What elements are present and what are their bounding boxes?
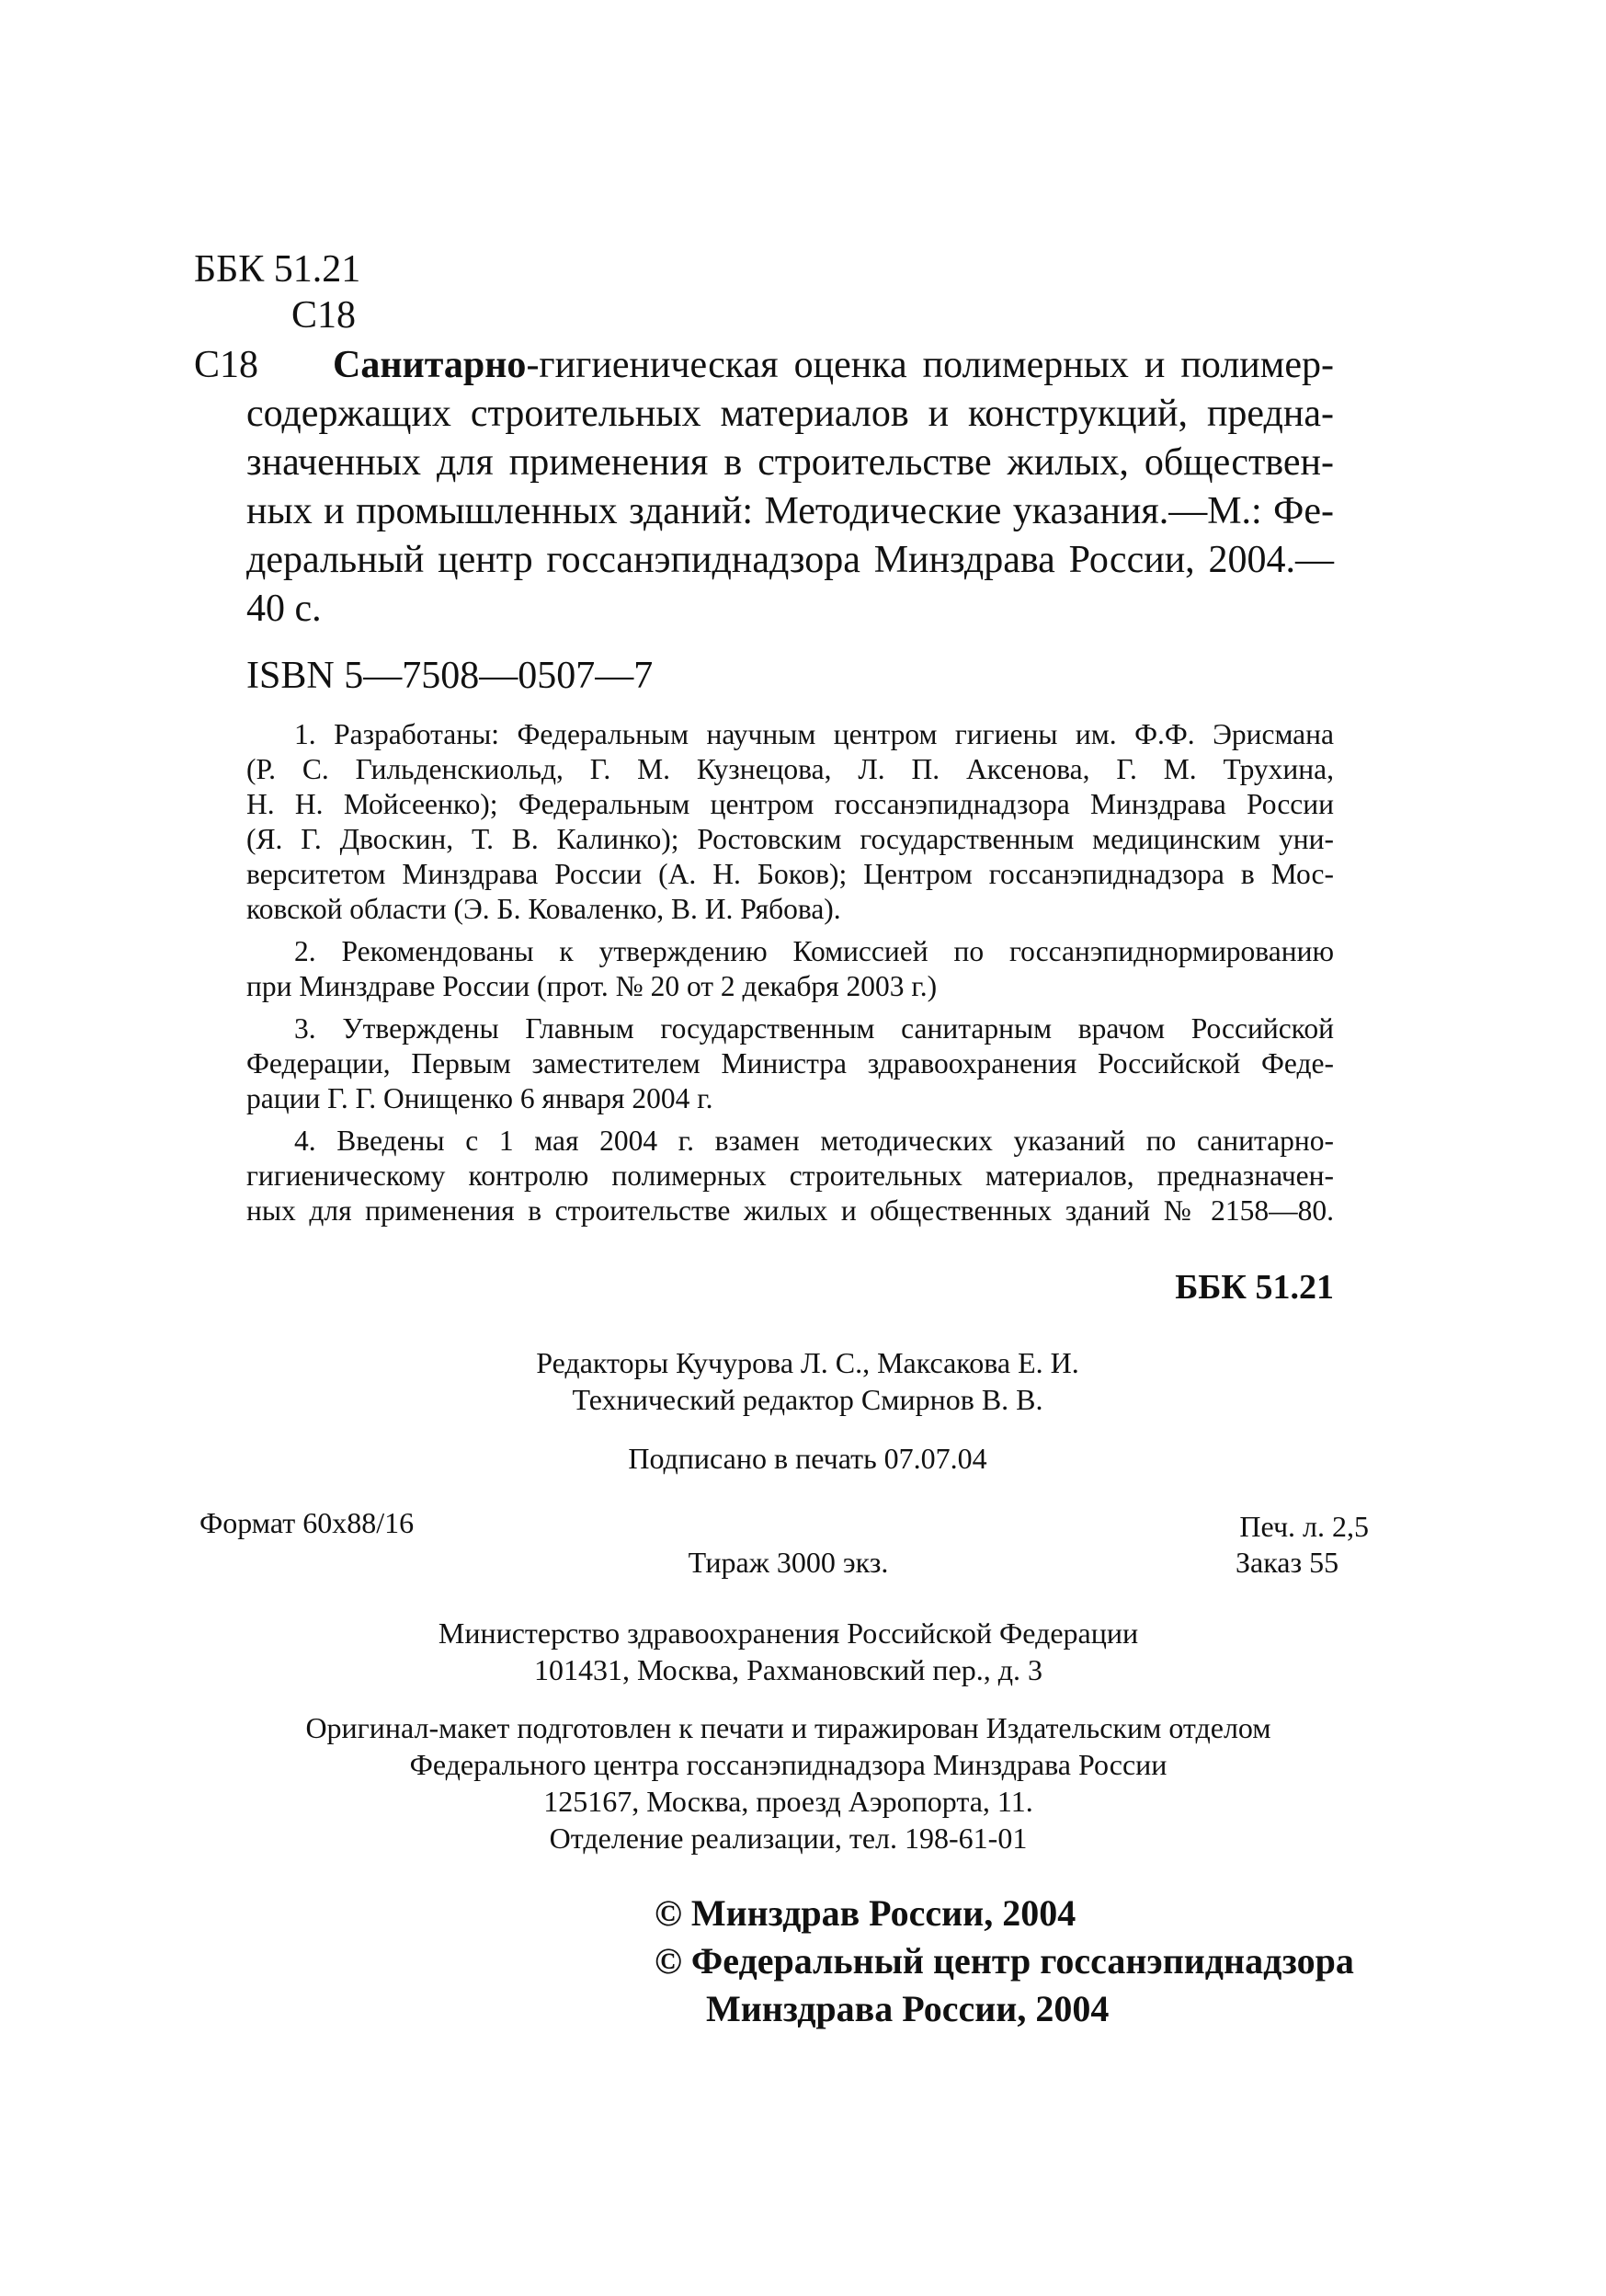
entry-line-2: содержащих строительных материалов и конструкций, предна-	[246, 393, 1334, 435]
ministry-address: 101431, Москва, Рахмановский пер., д. 3	[534, 1653, 1042, 1686]
layout-note-line-2: Федерального центра госсанэпиднадзора Минздрава России	[409, 1748, 1167, 1781]
para4-line-1: 4. Введены с 1 мая 2004 г. взамен методических указаний по санитарно-	[294, 1125, 1334, 1157]
entry-mark: С18	[194, 344, 259, 386]
bbk-code-footer: ББК 51.21	[1175, 1268, 1334, 1307]
para2-line-1: 2. Рекомендованы к утверждению Комиссией по госсанэпиднормированию	[294, 935, 1334, 967]
isbn: ISBN 5—7508—0507—7	[246, 655, 654, 697]
entry-title-bold: Санитарно	[333, 344, 527, 386]
para1-line-6: ковской области (Э. Б. Коваленко, В. И. Рябова).	[246, 893, 841, 925]
entry-line-6: 40 с.	[246, 588, 322, 630]
ministry: Министерство здравоохранения Российской Федерации	[438, 1616, 1139, 1650]
author-mark: С18	[291, 294, 357, 337]
para4-line-2: гигиеническому контролю полимерных строительных материалов, предназначен-	[246, 1159, 1334, 1192]
para1-line-3: Н. Н. Мойсеенко); Федеральным центром госсанэпиднадзора Минздрава России	[246, 788, 1334, 820]
format: Формат 60x88/16	[199, 1506, 415, 1539]
copyright-center: © Федеральный центр госсанэпиднадзора	[655, 1940, 1354, 1982]
para3-line-1: 3. Утверждены Главным государственным санитарным врачом Российской	[294, 1012, 1334, 1045]
publisher-address: 125167, Москва, проезд Аэропорта, 11.	[543, 1785, 1033, 1818]
para1-line-5: верситетом Минздрава России (А. Н. Боков); Центром госсанэпиднадзора в Мос-	[246, 858, 1334, 890]
entry-title-rest: -гигиеническая оценка полимерных и полимер-	[526, 344, 1334, 386]
copyright-center-ministry: Минздрава России, 2004	[706, 1988, 1110, 2029]
signed-to-print: Подписано в печать 07.07.04	[628, 1442, 987, 1475]
circulation: Тираж 3000 экз.	[688, 1546, 889, 1579]
para1-line-2: (Р. С. Гильденскиольд, Г. М. Кузнецова, Л. П. Аксенова, Г. М. Трухина,	[246, 753, 1334, 785]
print-sheets: Печ. л. 2,5	[1239, 1510, 1369, 1543]
para2-line-2: при Минздраве России (прот. № 20 от 2 декабря 2003 г.)	[246, 970, 938, 1002]
entry-line-4: ных и промышленных зданий: Методические указания.—М.: Фе-	[246, 490, 1334, 532]
editors: Редакторы Кучурова Л. С., Максакова Е. И.	[536, 1346, 1079, 1379]
sales-department: Отделение реализации, тел. 198-61-01	[549, 1822, 1028, 1855]
copyright-ministry: © Минздрав России, 2004	[655, 1892, 1076, 1934]
para3-line-2: Федерации, Первым заместителем Министра здравоохранения Российской Феде-	[246, 1047, 1334, 1079]
order-number: Заказ 55	[1236, 1546, 1339, 1579]
entry-line-1	[333, 340, 1334, 390]
para4-line-3: ных для применения в строительстве жилых и общественных зданий № 2158—80.	[246, 1194, 1334, 1227]
para1-line-1: 1. Разработаны: Федеральным научным центром гигиены им. Ф.Ф. Эрисмана	[294, 718, 1334, 750]
layout-note-line-1: Оригинал-макет подготовлен к печати и тиражирован Издательским отделом	[305, 1711, 1271, 1744]
bbk-code: ББК 51.21	[194, 248, 361, 291]
tech-editor: Технический редактор Смирнов В. В.	[572, 1383, 1043, 1416]
para3-line-3: рации Г. Г. Онищенко 6 января 2004 г.	[246, 1082, 713, 1114]
para1-line-4: (Я. Г. Двоскин, Т. В. Калинко); Ростовским государственным медицинским уни-	[246, 823, 1334, 855]
entry-line-3: значенных для применения в строительстве жилых, обществен-	[246, 441, 1334, 484]
entry-line-5: деральный центр госсанэпиднадзора Минздрава России, 2004.—	[246, 539, 1334, 581]
